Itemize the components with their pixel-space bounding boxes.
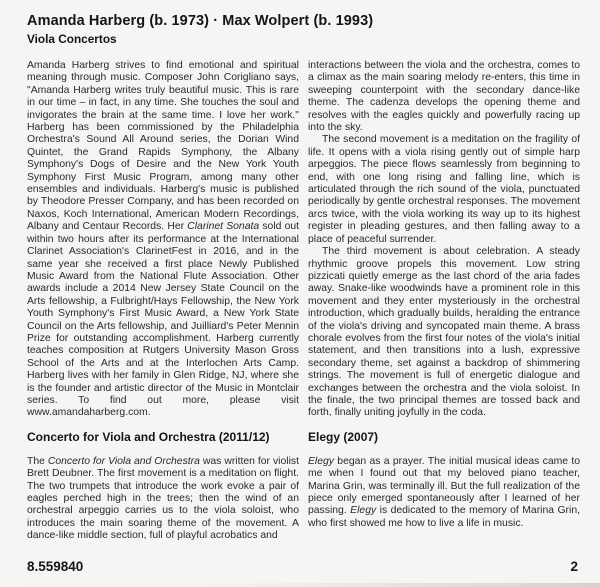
concerto-paragraph-3: The second movement is a meditation on the fragility of life. It opens with a viola rising gently out of simple harp arpeggios. The piece flows seamlessly from beginning to end, with one long rising and falling line, which is articulated through the rich sound of the viola, punctuated periodically by gentle orchestral responses. The movement arcs twice, with the viola working its way up to its highest register in pleading gestures, and then falling away to a place of peaceful surrender. <box>308 134 580 245</box>
catalog-number: 8.559840 <box>27 559 84 574</box>
elegy-section-heading: Elegy (2007) <box>308 429 379 444</box>
page-number: 2 <box>570 559 578 574</box>
elegy-paragraph: Elegy began as a prayer. The initial musical ideas came to me when I found out that my beloved piano teacher, Marina Grin, was terminally ill. But the full realization of the piece only emerged spontaneously after I learned of her passing. Elegy is dedicated to the memory of Marina Grin, who first showed me how to live a life in music. <box>308 455 580 529</box>
concerto-paragraph-4: The third movement is about celebration. A steady rhythmic groove propels this movement. Low string pizzicati quietly emerge as the last chord of the aria fades away. Snake-like woodwinds have a prominent role in this movement and they enter mysteriously in the orchestral introduction, which gradually builds, heralding the entrance of the viola's driving and syncopated main theme. A brass chorale evolves from the first four notes of the viola's initial statement, and then transitions into a lush, expressive secondary theme, set against a backdrop of shimmering strings. The movement is full of energetic dialogue and exchanges between the orchestra and the viola soloist. In the finale, the two principal themes are tossed back and forth, finally uniting joyfully in the coda. <box>308 246 580 419</box>
left-column <box>27 60 299 543</box>
page-header <box>27 13 579 46</box>
page-footer <box>27 559 578 574</box>
text-columns <box>27 60 579 543</box>
composers-title: Amanda Harberg (b. 1973) · Max Wolpert (b. 1993) <box>27 13 374 29</box>
album-subtitle: Viola Concertos <box>27 32 117 46</box>
right-column <box>308 60 580 543</box>
concerto-paragraph-1: The Concerto for Viola and Orchestra was written for violist Brett Deubner. The first movement is a meditation on flight. The two trumpets that introduce the work evoke a pair of eagles perched high in the trees; then the wind of an orchestral arpeggio carries us to the viola soloist, who introduces the main soaring theme of the movement. A dance-like middle section, full of playful acrobatics and <box>27 455 299 542</box>
concerto-section-heading: Concerto for Viola and Orchestra (2011/12) <box>27 429 270 444</box>
harberg-bio-paragraph: Amanda Harberg strives to find emotional and spiritual meaning through music. Composer John Corigliano says, "Amanda Harberg writes truly beautiful music. This is rare in our time – in fact, in any time. She touches the soul and invigorates the brain at the same time. I love her work." Harberg has been commissioned by the Philadelphia Orchestra's Sound All Around series, the Dorian Wind Quintet, the Grand Rapids Symphony, the Albany Symphony's Dogs of Desire and the New York Youth Symphony First Music Program, among many other ensembles and individuals. Harberg's music is published by Theodore Presser Company, and has been recorded on Naxos, Koch International, American Modern Recordings, Albany and Centaur Records. Her Clarinet Sonata sold out within two hours after its performance at the International Clarinet Association's ClarinetFest in 2016, and in the same year she received a first place Newly Published Music Award from the National Flute Association. Other awards include a 2014 New Jersey State Council on the Arts fellowship, a Fulbright/Hays Fellowship, the New York Youth Symphony's First Music Award, a New York State Council on the Arts fellowship, and Juilliard's Peter Mennin Prize for outstanding accomplishment. Harberg currently teaches composition at Rutgers University Mason Gross School of the Arts and at the Interlochen Arts Camp. Harberg lives with her family in Glen Ridge, NJ, where she is the founder and artistic director of the Music in Montclair series. To find out more, please visit www.amandaharberg.com. <box>27 60 300 419</box>
scan-edge-shadow <box>0 583 600 587</box>
concerto-paragraph-2: interactions between the viola and the orchestra, comes to a climax as the main soaring melody re-enters, this time in sweeping counterpoint with the secondary dance-like theme. The cadenza develops the opening theme and resolves with the eagles quickly and powerfully racing up into the sky. <box>308 60 580 134</box>
